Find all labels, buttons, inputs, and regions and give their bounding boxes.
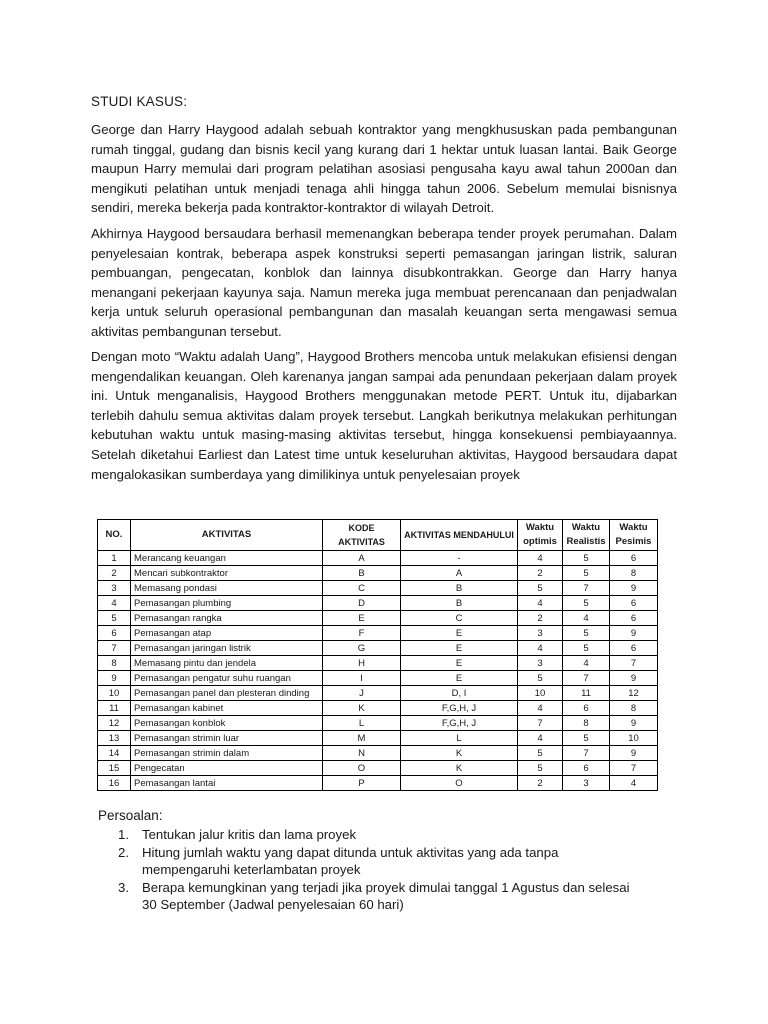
cell-no: 9 — [98, 671, 131, 686]
cell-aktivitas: Pemasangan jaringan listrik — [131, 641, 323, 656]
header-kode: KODE AKTIVITAS — [323, 520, 401, 551]
cell-no: 6 — [98, 626, 131, 641]
header-aktivitas: AKTIVITAS — [131, 520, 323, 551]
cell-no: 16 — [98, 776, 131, 791]
cell-realistis: 3 — [563, 776, 610, 791]
cell-mendahului: F,G,H, J — [401, 716, 518, 731]
cell-realistis: 5 — [563, 731, 610, 746]
cell-realistis: 7 — [563, 581, 610, 596]
cell-no: 15 — [98, 761, 131, 776]
cell-mendahului: A — [401, 566, 518, 581]
case-study-heading: STUDI KASUS: — [91, 94, 188, 109]
cell-mendahului: E — [401, 671, 518, 686]
cell-realistis: 6 — [563, 701, 610, 716]
activity-table — [97, 519, 658, 791]
cell-kode: G — [323, 641, 401, 656]
cell-pesimis: 7 — [610, 761, 658, 776]
cell-pesimis: 6 — [610, 551, 658, 566]
cell-aktivitas: Merancang keuangan — [131, 551, 323, 566]
questions-title: Persoalan: — [98, 808, 163, 823]
cell-mendahului: C — [401, 611, 518, 626]
paragraph-tender: Akhirnya Haygood bersaudara berhasil memenangkan beberapa tender proyek perumahan. Dalam penyelesaian kontrak, beberapa aspek konstruksi seperti pemasangan jaringan listrik, saluran pembuangan, pengecatan, konblok dan lainnya disubkontrakkan. George dan Harry hanya menangani pekerjaan kayunya saja. Namun mereka juga membuat perencanaan dan penjadwalan kerja untuk seluruh operasional pembangunan dan masalah keuangan serta mengawasi semua aktivitas pembangunan tersebut. — [91, 226, 677, 339]
cell-kode: M — [323, 731, 401, 746]
table-row — [98, 566, 658, 581]
cell-kode: P — [323, 776, 401, 791]
header-realistis: Waktu Realistis — [563, 520, 610, 551]
cell-no: 5 — [98, 611, 131, 626]
cell-kode: B — [323, 566, 401, 581]
table-row — [98, 611, 658, 626]
table-row — [98, 716, 658, 731]
cell-optimis: 2 — [518, 776, 563, 791]
question-number: 2. — [118, 845, 129, 860]
cell-realistis: 6 — [563, 761, 610, 776]
cell-no: 1 — [98, 551, 131, 566]
cell-aktivitas: Mencari subkontraktor — [131, 566, 323, 581]
cell-aktivitas: Pemasangan pengatur suhu ruangan — [131, 671, 323, 686]
table-row — [98, 761, 658, 776]
cell-realistis: 4 — [563, 611, 610, 626]
cell-pesimis: 6 — [610, 611, 658, 626]
cell-mendahului: L — [401, 731, 518, 746]
cell-mendahului: E — [401, 626, 518, 641]
cell-kode: I — [323, 671, 401, 686]
cell-pesimis: 4 — [610, 776, 658, 791]
cell-no: 3 — [98, 581, 131, 596]
table-header-row — [98, 520, 658, 551]
cell-realistis: 4 — [563, 656, 610, 671]
table-row — [98, 641, 658, 656]
cell-aktivitas: Pemasangan rangka — [131, 611, 323, 626]
cell-mendahului: B — [401, 581, 518, 596]
cell-no: 14 — [98, 746, 131, 761]
cell-aktivitas: Pemasangan strimin dalam — [131, 746, 323, 761]
cell-mendahului: K — [401, 761, 518, 776]
cell-aktivitas: Pemasangan strimin luar — [131, 731, 323, 746]
question-text: Hitung jumlah waktu yang dapat ditunda untuk aktivitas yang ada tanpa mempengaruhi keterlambatan proyek — [142, 845, 559, 877]
cell-realistis: 5 — [563, 566, 610, 581]
question-item — [118, 844, 638, 878]
cell-optimis: 5 — [518, 761, 563, 776]
header-optimis: Waktu optimis — [518, 520, 563, 551]
cell-aktivitas: Pemasangan konblok — [131, 716, 323, 731]
cell-mendahului: F,G,H, J — [401, 701, 518, 716]
cell-aktivitas: Pemasangan atap — [131, 626, 323, 641]
cell-no: 10 — [98, 686, 131, 701]
cell-mendahului: O — [401, 776, 518, 791]
table-row — [98, 746, 658, 761]
cell-realistis: 7 — [563, 746, 610, 761]
cell-kode: N — [323, 746, 401, 761]
header-mendahului: AKTIVITAS MENDAHULUI — [401, 520, 518, 551]
cell-optimis: 10 — [518, 686, 563, 701]
paragraph-pert: Dengan moto “Waktu adalah Uang”, Haygood Brothers mencoba untuk melakukan efisiensi dengan mengendalikan keuangan. Oleh karenanya jangan sampai ada penundaan pekerjaan dalam proyek ini. Untuk menganalisis, Haygood Brothers menggunakan metode PERT. Untuk itu, dijabarkan terlebih dahulu semua aktivitas dalam proyek tersebut. Langkah berikutnya melakukan perhitungan kebutuhan waktu untuk masing-masing aktivitas tersebut, hingga konsekuensi pembiayaannya. Setelah diketahui Earliest dan Latest time untuk keseluruhan aktivitas, Haygood bersaudara dapat mengalokasikan sumberdaya yang dimilikinya untuk penyelesaian proyek — [91, 349, 677, 482]
header-no: NO. — [98, 520, 131, 551]
cell-pesimis: 6 — [610, 596, 658, 611]
cell-mendahului: E — [401, 641, 518, 656]
cell-kode: L — [323, 716, 401, 731]
table-row — [98, 596, 658, 611]
question-number: 1. — [118, 827, 129, 842]
cell-optimis: 7 — [518, 716, 563, 731]
cell-aktivitas: Pengecatan — [131, 761, 323, 776]
cell-pesimis: 9 — [610, 626, 658, 641]
cell-no: 13 — [98, 731, 131, 746]
cell-realistis: 7 — [563, 671, 610, 686]
table-row — [98, 701, 658, 716]
cell-mendahului: D, I — [401, 686, 518, 701]
cell-pesimis: 10 — [610, 731, 658, 746]
cell-kode: J — [323, 686, 401, 701]
cell-optimis: 5 — [518, 746, 563, 761]
table-row — [98, 581, 658, 596]
question-item — [118, 879, 638, 913]
question-text: Berapa kemungkinan yang terjadi jika proyek dimulai tanggal 1 Agustus dan selesai 30 September (Jadwal penyelesaian 60 hari) — [142, 880, 630, 912]
cell-no: 4 — [98, 596, 131, 611]
cell-aktivitas: Pemasangan kabinet — [131, 701, 323, 716]
cell-pesimis: 9 — [610, 716, 658, 731]
cell-mendahului: E — [401, 656, 518, 671]
cell-kode: D — [323, 596, 401, 611]
cell-mendahului: K — [401, 746, 518, 761]
cell-aktivitas: Pemasangan lantai — [131, 776, 323, 791]
cell-aktivitas: Memasang pintu dan jendela — [131, 656, 323, 671]
cell-no: 7 — [98, 641, 131, 656]
cell-mendahului: B — [401, 596, 518, 611]
cell-optimis: 4 — [518, 701, 563, 716]
cell-pesimis: 12 — [610, 686, 658, 701]
cell-aktivitas: Pemasangan panel dan plesteran dinding — [131, 686, 323, 701]
table-body — [98, 551, 658, 791]
table-row — [98, 671, 658, 686]
cell-kode: E — [323, 611, 401, 626]
table-row — [98, 776, 658, 791]
cell-optimis: 2 — [518, 611, 563, 626]
paragraph-intro: George dan Harry Haygood adalah sebuah kontraktor yang mengkhususkan pada pembangunan rumah tinggal, gudang dan bisnis kecil yang kurang dari 1 hektar untuk luasan lantai. Baik George maupun Harry memulai dari program pelatihan asosiasi pengusaha kayu awal tahun 2000an dan mengikuti pelatihan untuk menjadi tenaga ahli hingga tahun 2006. Sebelum memulai bisnisnya sendiri, mereka bekerja pada kontraktor-kontraktor di wilayah Detroit. — [91, 122, 677, 216]
cell-realistis: 11 — [563, 686, 610, 701]
cell-optimis: 5 — [518, 671, 563, 686]
cell-pesimis: 9 — [610, 581, 658, 596]
table-row — [98, 656, 658, 671]
cell-no: 2 — [98, 566, 131, 581]
cell-realistis: 5 — [563, 626, 610, 641]
cell-kode: O — [323, 761, 401, 776]
table-row — [98, 731, 658, 746]
cell-pesimis: 6 — [610, 641, 658, 656]
cell-mendahului: - — [401, 551, 518, 566]
cell-no: 12 — [98, 716, 131, 731]
question-text: Tentukan jalur kritis dan lama proyek — [142, 827, 357, 842]
cell-pesimis: 9 — [610, 671, 658, 686]
cell-realistis: 5 — [563, 641, 610, 656]
cell-no: 11 — [98, 701, 131, 716]
table-row — [98, 626, 658, 641]
cell-optimis: 4 — [518, 641, 563, 656]
cell-realistis: 5 — [563, 596, 610, 611]
cell-kode: C — [323, 581, 401, 596]
cell-no: 8 — [98, 656, 131, 671]
cell-pesimis: 8 — [610, 566, 658, 581]
cell-pesimis: 9 — [610, 746, 658, 761]
table-row — [98, 551, 658, 566]
cell-optimis: 2 — [518, 566, 563, 581]
cell-optimis: 4 — [518, 731, 563, 746]
cell-optimis: 4 — [518, 551, 563, 566]
cell-kode: H — [323, 656, 401, 671]
cell-realistis: 8 — [563, 716, 610, 731]
question-item — [118, 826, 638, 843]
header-pesimis: Waktu Pesimis — [610, 520, 658, 551]
cell-optimis: 5 — [518, 581, 563, 596]
cell-optimis: 3 — [518, 626, 563, 641]
cell-optimis: 4 — [518, 596, 563, 611]
cell-kode: K — [323, 701, 401, 716]
cell-realistis: 5 — [563, 551, 610, 566]
cell-pesimis: 8 — [610, 701, 658, 716]
table-row — [98, 686, 658, 701]
cell-pesimis: 7 — [610, 656, 658, 671]
cell-aktivitas: Memasang pondasi — [131, 581, 323, 596]
question-number: 3. — [118, 880, 129, 895]
questions-list — [118, 826, 638, 914]
cell-kode: F — [323, 626, 401, 641]
cell-kode: A — [323, 551, 401, 566]
cell-optimis: 3 — [518, 656, 563, 671]
cell-aktivitas: Pemasangan plumbing — [131, 596, 323, 611]
